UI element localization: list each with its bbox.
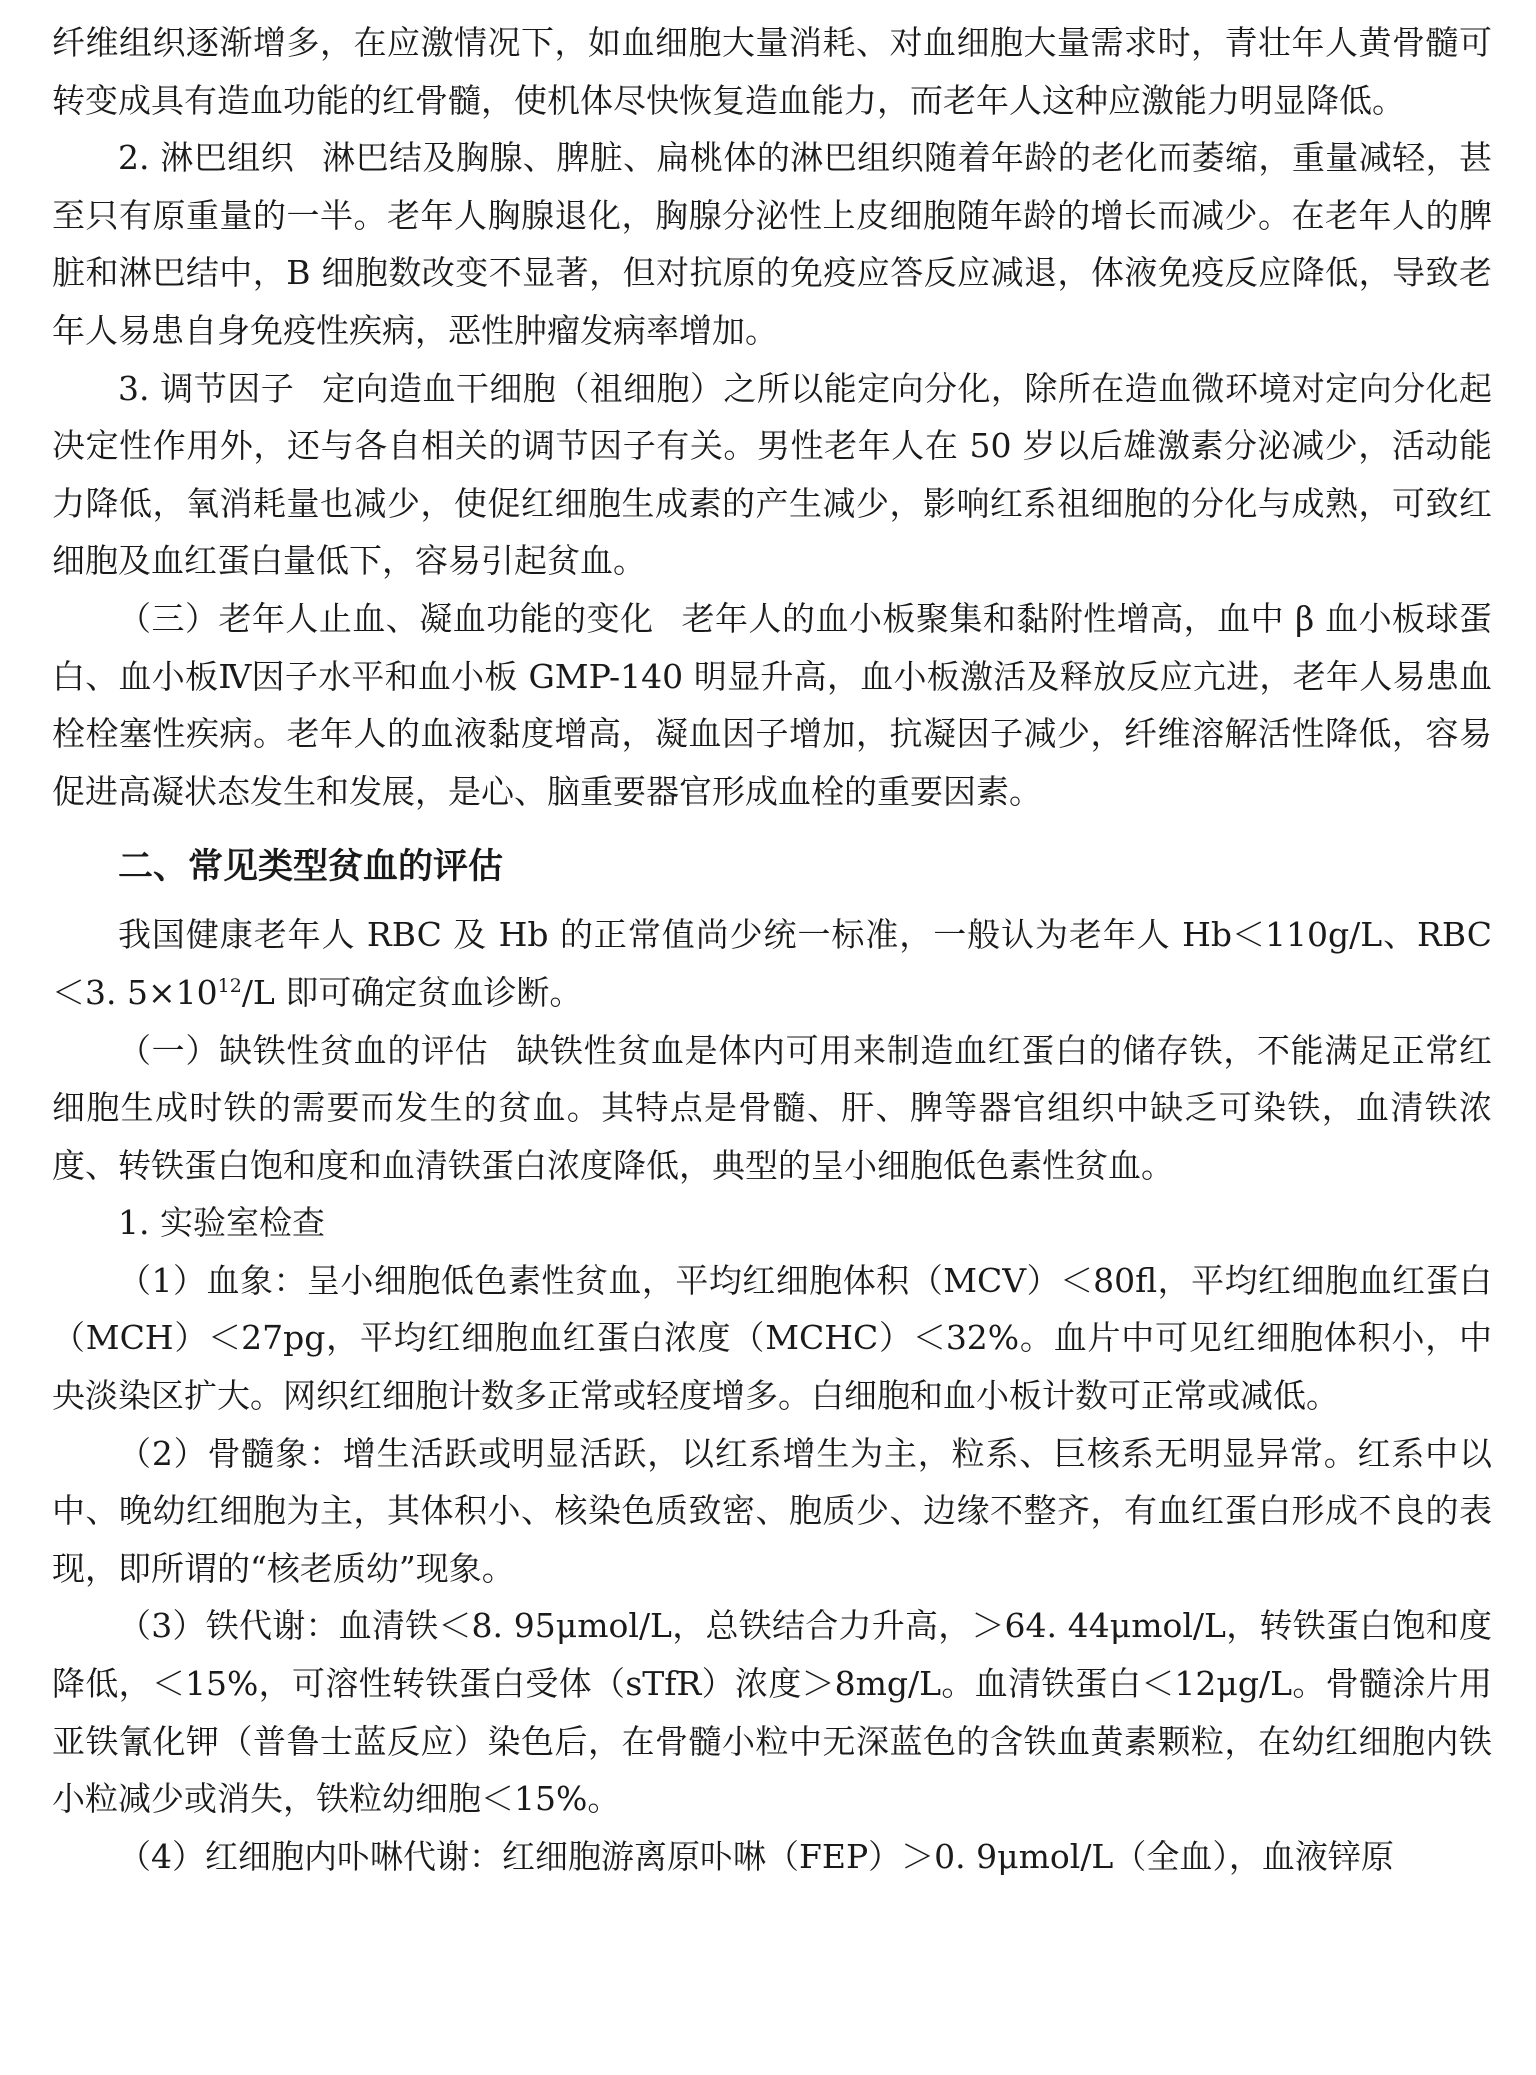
paragraph-lead: 2. 淋巴组织 xyxy=(118,138,295,178)
paragraph-text: （2）骨髓象：增生活跃或明显活跃，以红系增生为主，粒系、巨核系无明显异常。红系中以中、晚幼红细胞为主，其体积小、核染色质致密、胞质少、边缘不整齐，有血红蛋白形成不良的表现，即所谓的“核老质幼”现象。 xyxy=(52,1433,1492,1588)
paragraph-bone-marrow-cont xyxy=(52,0,1492,129)
paragraph-text: 纤维组织逐渐增多，在应激情况下，如血细胞大量消耗、对血细胞大量需求时，青壮年人黄骨髓可转变成具有造血功能的红骨髓，使机体尽快恢复造血能力，而老年人这种应激能力明显降低。 xyxy=(52,23,1492,120)
paragraph-lead: 3. 调节因子 xyxy=(118,368,295,408)
document-page xyxy=(52,0,1492,2075)
paragraph-text: 老年人的血小板聚集和黏附性增高，血中 β 血小板球蛋白、血小板Ⅳ因子水平和血小板 GMP-140 明显升高，血小板激活及释放反应亢进，老年人易患血栓栓塞性疾病。老年人的血液黏度增高，凝血因子增加，抗凝因子减少，纤维溶解活性降低，容易促进高凝状态发生和发展，是心、脑重要器官形成血栓的重要因素。 xyxy=(52,598,1492,811)
paragraph-porphyrin-metabolism xyxy=(52,1828,1492,1886)
paragraph-iron-metabolism xyxy=(52,1597,1492,1827)
paragraph-text: 淋巴结及胸腺、脾脏、扁桃体的淋巴组织随着年龄的老化而萎缩，重量减轻，甚至只有原重量的一半。老年人胸腺退化，胸腺分泌性上皮细胞随年龄的增长而减少。在老年人的脾脏和淋巴结中，B 细胞数改变不显著，但对抗原的免疫应答反应减退，体液免疫反应降低，导致老年人易患自身免疫性疾病，恶性肿瘤发病率增加。 xyxy=(52,138,1493,350)
paragraph-text: 定向造血干细胞（祖细胞）之所以能定向分化，除所在造血微环境对定向分化起决定性作用外，还与各自相关的调节因子有关。男性老年人在 50 岁以后雄激素分泌减少，活动能力降低，氧消耗量也减少，使促红细胞生成素的产生减少，影响红系祖细胞的分化与成熟，可致红细胞及血红蛋白量低下，容易引起贫血。 xyxy=(52,368,1493,581)
exponent: 12 xyxy=(217,974,242,997)
paragraph-lab-tests xyxy=(52,1194,1492,1252)
paragraph-bone-marrow-picture xyxy=(52,1425,1492,1598)
section-heading: 二、常见类型贫血的评估 xyxy=(118,847,504,888)
paragraph-text: 缺铁性贫血是体内可用来制造血红蛋白的储存铁，不能满足正常红细胞生成时铁的需要而发生的贫血。其特点是骨髓、肝、脾等器官组织中缺乏可染铁，血清铁浓度、转铁蛋白饱和度和血清铁蛋白浓度降低，典型的呈小细胞低色素性贫血。 xyxy=(52,1030,1493,1185)
paragraph-lead: （三）老年人止血、凝血功能的变化 xyxy=(118,598,654,638)
paragraph-lymphoid-tissue xyxy=(52,129,1492,359)
paragraph-lead: （一）缺铁性贫血的评估 xyxy=(118,1030,489,1070)
paragraph-coagulation-changes xyxy=(52,590,1492,820)
paragraph-iron-deficiency xyxy=(52,1022,1492,1195)
paragraph-regulatory-factors xyxy=(52,360,1492,590)
paragraph-anemia-criteria xyxy=(52,906,1492,1021)
intro-text: 我国健康老年人 RBC 及 Hb 的正常值尚少统一标准，一般认为老年人 Hb＜110g/L、RBC＜3. 5×10 xyxy=(52,915,1492,1012)
paragraph-text: （4）红细胞内卟啉代谢：红细胞游离原卟啉（FEP）＞0. 9μmol/L（全血），血液锌原 xyxy=(118,1836,1394,1876)
paragraph-text: （3）铁代谢：血清铁＜8. 95μmol/L，总铁结合力升高，＞64. 44μmol/L，转铁蛋白饱和度降低，＜15%，可溶性转铁蛋白受体（sTfR）浓度＞8mg/L。血清铁蛋白＜12μg/L。骨髓涂片用亚铁氰化钾（普鲁士蓝反应）染色后，在骨髓小粒中无深蓝色的含铁血黄素颗粒，在幼红细胞内铁小粒减少或消失，铁粒幼细胞＜15%。 xyxy=(52,1606,1492,1819)
paragraph-text: 1. 实验室检查 xyxy=(118,1203,325,1243)
paragraph-text: （1）血象：呈小细胞低色素性贫血，平均红细胞体积（MCV）＜80fl，平均红细胞血红蛋白（MCH）＜27pg，平均红细胞血红蛋白浓度（MCHC）＜32%。血片中可见红细胞体积小，中央淡染区扩大。网织红细胞计数多正常或轻度增多。白细胞和血小板计数可正常或减低。 xyxy=(52,1260,1492,1416)
paragraph-blood-picture xyxy=(52,1252,1492,1425)
intro-text-end: /L 即可确定贫血诊断。 xyxy=(241,972,583,1012)
